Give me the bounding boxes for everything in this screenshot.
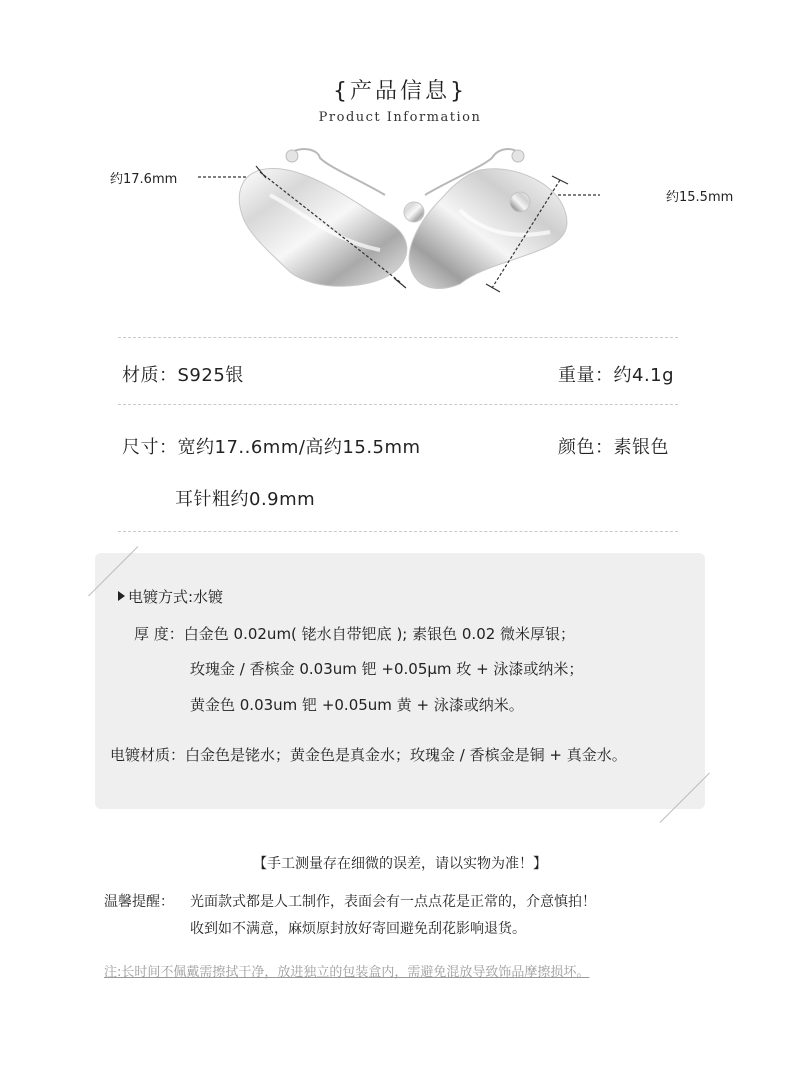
size-spec: 尺寸：宽约17..6mm/高约15.5mm: [122, 437, 421, 458]
divider: [118, 531, 678, 532]
page-subtitle: Product Information: [318, 110, 482, 125]
plating-material: 电镀材质：白金色是铑水；黄金色是真金水；玫瑰金 / 香槟金是铜 + 真金水。: [110, 746, 627, 764]
weight-spec: 重量：约4.1g: [558, 365, 675, 386]
page-title: {产品信息}: [333, 79, 467, 104]
material-spec: 材质：S925银: [122, 365, 244, 386]
reminder-line-2: 收到如不满意，麻烦原封放好寄回避免刮花影响退货。: [190, 921, 526, 937]
plating-thickness-line-3: 黄金色 0.03um 钯 +0.05um 黄 + 泳漆或纳米。: [190, 696, 524, 714]
plating-method-text: 电镀方式:水镀: [128, 588, 224, 606]
plating-thickness-line-2: 玫瑰金 / 香槟金 0.03um 钯 +0.05μm 玫 + 泳漆或纳米；: [190, 660, 584, 678]
plating-thickness-line-1: 厚 度：白金色 0.02um( 铑水自带钯底 ); 素银色 0.02 微米厚银；: [134, 625, 576, 643]
pin-spec: 耳针粗约0.9mm: [175, 489, 316, 510]
divider: [118, 337, 678, 338]
reminder-line-1: 光面款式都是人工制作，表面会有一点点花是正常的，介意慎拍！: [190, 894, 596, 910]
earrings-image: [180, 140, 600, 310]
reminder-label: 温馨提醒：: [104, 894, 174, 910]
height-dimension-label: 约15.5mm: [666, 190, 734, 205]
left-earring: [239, 149, 424, 286]
color-spec: 颜色：素银色: [558, 437, 669, 458]
divider: [118, 404, 678, 405]
care-note: 注:长时间不佩戴需擦拭干净，放进独立的包装盒内，需避免混放导致饰品摩擦损坏。: [104, 965, 590, 980]
width-dimension-label: 约17.6mm: [110, 172, 178, 187]
plating-method: [118, 586, 223, 607]
right-earring: [409, 149, 567, 288]
measurement-notice: 【手工测量存在细微的误差，请以实物为准！】: [253, 856, 547, 872]
bullet-triangle-icon: [118, 591, 125, 601]
